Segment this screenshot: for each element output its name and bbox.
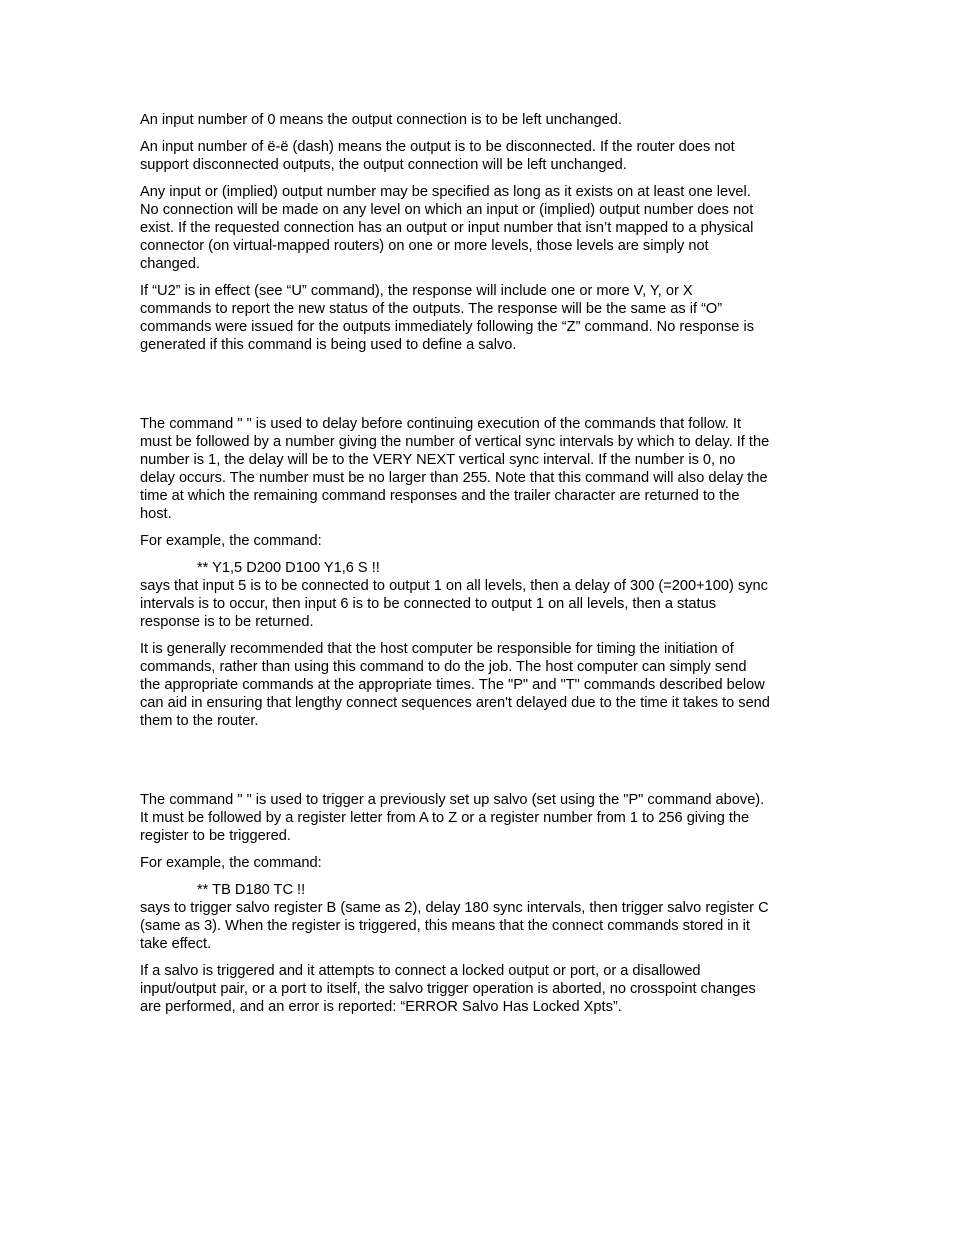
example-intro: For example, the command: (140, 855, 322, 871)
section-d-command (140, 415, 816, 730)
section-t-command (140, 791, 816, 1016)
example-code: ** TB D180 TC !! (197, 882, 306, 898)
example-intro: For example, the command: (140, 533, 322, 549)
paragraph-trigger-description: The command " " is used to trigger a previously set up salvo (set using the "P" command above). It must be followed by a register letter from A to Z or a register number from 1 to 256 giving the register to be triggered. (140, 792, 765, 844)
section-spacer (140, 363, 816, 415)
paragraph-recommendation: It is generally recommended that the host computer be responsible for timing the initiation of commands, rather than using this command to do the job. The host computer can simply send the appropriate commands at the appropriate times. The "P" and "T" commands described below can aid in ensuring that lengthy connect sequences aren't delayed due to the time it takes to send them to the router. (140, 641, 770, 729)
paragraph-input-zero: An input number of 0 means the output connection is to be left unchanged. (140, 112, 622, 128)
document-page (140, 111, 816, 1025)
paragraph-delay-description: The command " " is used to delay before continuing execution of the commands that follow. It must be followed by a number giving the number of vertical sync intervals by which to delay. If the number is 1, the delay will be to the VERY NEXT vertical sync interval. If the number is 0, no delay occurs. The number must be no larger than 255. Note that this command will also delay the time at which the remaining command responses and the trailer character are returned to the host. (140, 416, 770, 522)
example-explanation: says that input 5 is to be connected to output 1 on all levels, then a delay of 300 (=200+100) sync intervals is to occur, then input 6 is to be connected to output 1 on all levels, then a status response is to be returned. (140, 578, 768, 630)
paragraph-u2-response: If “U2” is in effect (see “U” command), the response will include one or more V, Y, or X commands to report the new status of the outputs. The response will be the same as if “O” commands were issued for the outputs immediately following the “Z” command. No response is generated if this command is being used to define a salvo. (140, 283, 755, 353)
section-spacer (140, 739, 816, 791)
paragraph-input-dash: An input number of ë-ë (dash) means the output is to be disconnected. If the router does not support disconnected outputs, the output connection will be left unchanged. (140, 139, 735, 173)
paragraph-salvo-error: If a salvo is triggered and it attempts to connect a locked output or port, or a disallowed input/output pair, or a port to itself, the salvo trigger operation is aborted, no crosspoint changes are performed, and an error is reported: “ERROR Salvo Has Locked Xpts”. (140, 963, 756, 1015)
section-z-command (140, 111, 816, 354)
example-explanation: says to trigger salvo register B (same as 2), delay 180 sync intervals, then trigger salvo register C (same as 3). When the register is triggered, this means that the connect commands stored in it take effect. (140, 900, 769, 952)
example-code: ** Y1,5 D200 D100 Y1,6 S !! (197, 560, 380, 576)
paragraph-input-output-levels: Any input or (implied) output number may be specified as long as it exists on at least one level. No connection will be made on any level on which an input or (implied) output number does not exist. If the requested connection has an output or input number that isn’t mapped to a physical connector (on virtual-mapped routers) on one or more levels, those levels are simply not changed. (140, 184, 754, 272)
